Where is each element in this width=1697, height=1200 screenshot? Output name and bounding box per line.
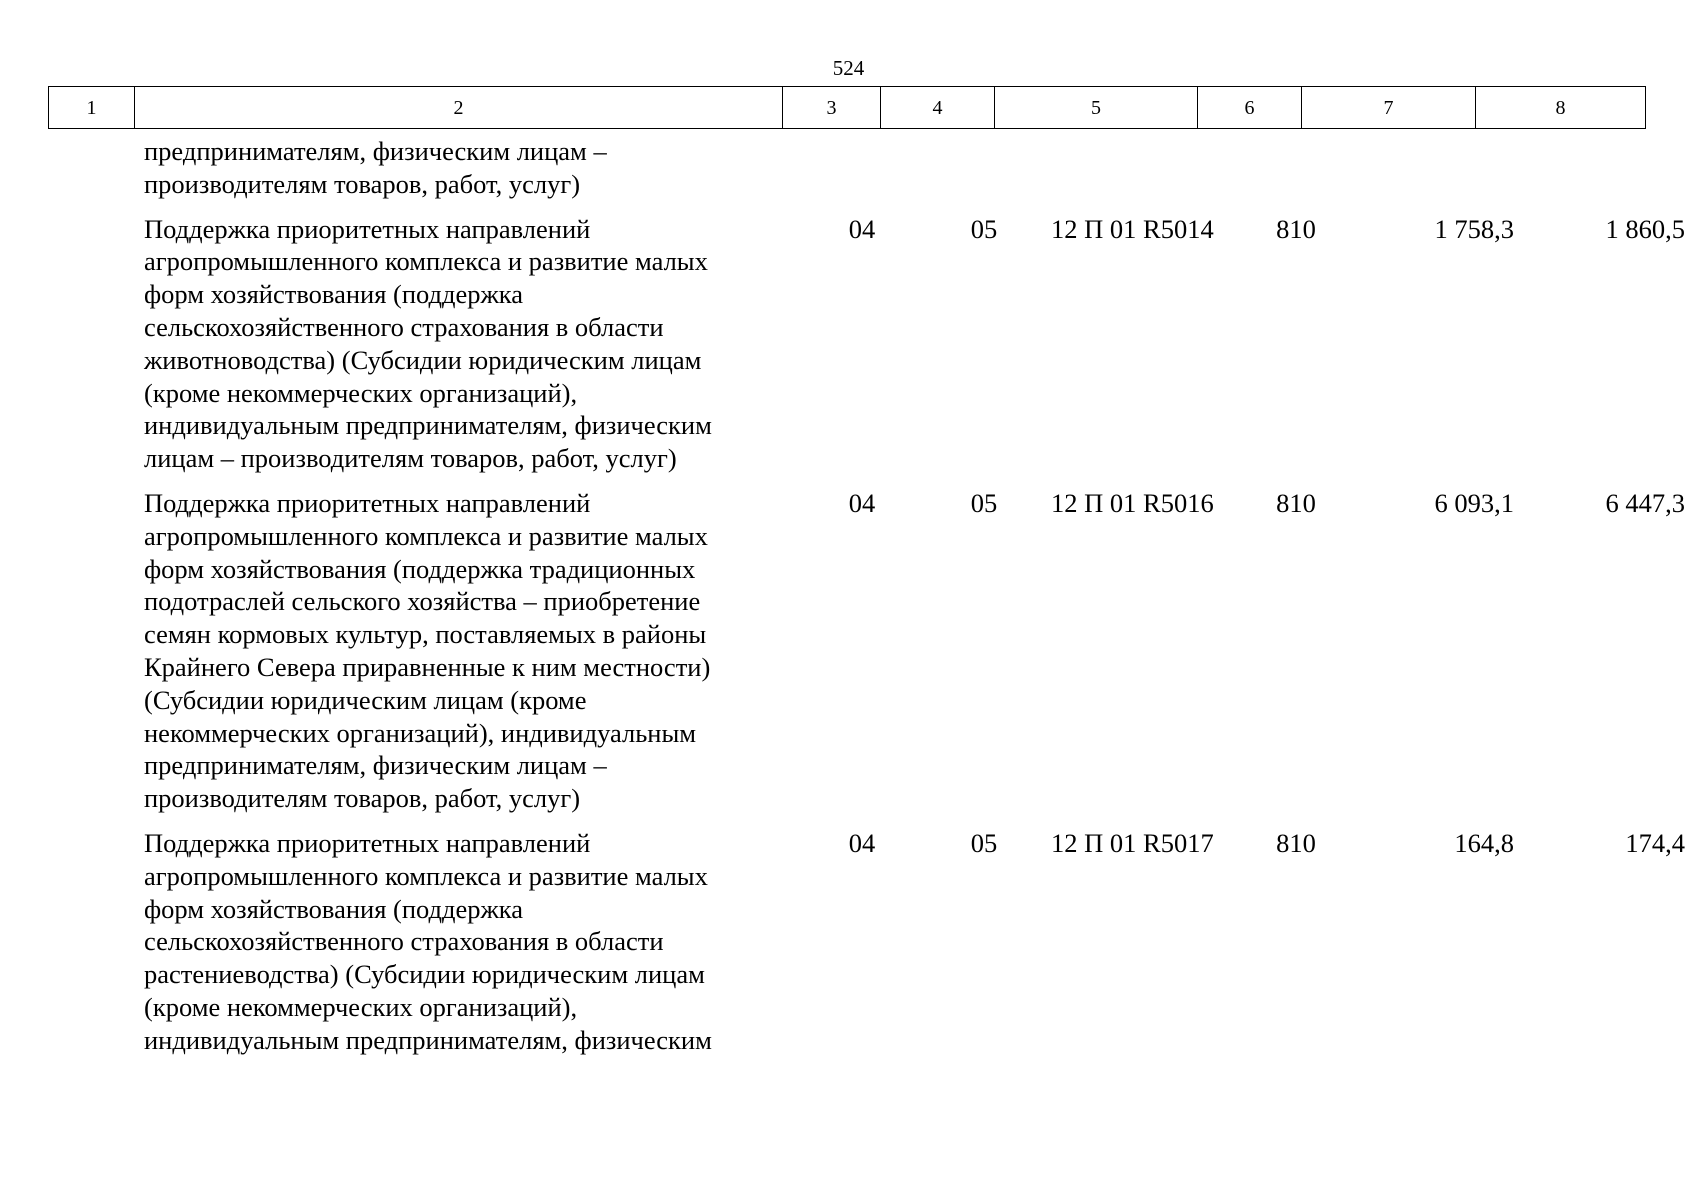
row-subsection-code: 05 — [970, 213, 998, 244]
row-section-code: 04 — [848, 827, 876, 858]
table-header-row — [48, 86, 1646, 129]
row-expense-type: 810 — [1276, 487, 1316, 518]
row-target-article: 12 П 01 R5016 — [1051, 487, 1214, 518]
column-number-7: 7 — [1302, 87, 1476, 129]
row-expense-type: 810 — [1276, 213, 1316, 244]
column-number-6: 6 — [1198, 87, 1302, 129]
row-amount-year1: 6 093,1 — [1434, 487, 1514, 518]
column-number-2: 2 — [135, 87, 783, 129]
table-row — [48, 213, 1685, 475]
page-number: 524 — [832, 56, 865, 80]
row-subsection-code: 05 — [970, 827, 998, 858]
column-number-1: 1 — [49, 87, 135, 129]
column-number-4: 4 — [881, 87, 995, 129]
row-section-code: 04 — [848, 213, 876, 244]
row-amount-year2: 1 860,5 — [1605, 213, 1685, 244]
row-amount-year1: 1 758,3 — [1434, 213, 1514, 244]
row-subsection-code: 05 — [970, 487, 998, 518]
row-target-article: 12 П 01 R5017 — [1051, 827, 1214, 858]
column-number-3: 3 — [783, 87, 881, 129]
row-description: Поддержка приоритетных направлений агропромышленного комплекса и развитие малых форм хозяйствования (поддержка сельскохозяйственного страхования в области животноводства) (Субсидии юридическим лицам (кроме некоммерческих организаций), индивидуальным предпринимателям, физическим лицам – производителям товаров, работ, услуг) — [144, 213, 712, 474]
row-description: Поддержка приоритетных направлений агропромышленного комплекса и развитие малых форм хозяйствования (поддержка традиционных подотраслей сельского хозяйства – приобретение семян кормовых культур, поставляемых в районы Крайнего Севера приравненные к ним местности) (Субсидии юридическим лицам (кроме некоммерческих организаций), индивидуальным предпринимателям, физическим лицам – производителям товаров, работ, услуг) — [144, 487, 711, 814]
table-row — [48, 487, 1685, 815]
row-section-code: 04 — [848, 487, 876, 518]
row-expense-type: 810 — [1276, 827, 1316, 858]
table-body — [48, 135, 1685, 1057]
column-number-8: 8 — [1476, 87, 1646, 129]
row-amount-year1: 164,8 — [1454, 827, 1514, 858]
table-row — [48, 135, 1645, 201]
column-number-5: 5 — [995, 87, 1198, 129]
row-description: Поддержка приоритетных направлений агропромышленного комплекса и развитие малых форм хозяйствования (поддержка сельскохозяйственного страхования в области растениеводства) (Субсидии юридическим лицам (кроме некоммерческих организаций), индивидуальным предпринимателям, физическим — [144, 827, 712, 1055]
table-row — [48, 827, 1685, 1057]
row-amount-year2: 174,4 — [1625, 827, 1685, 858]
row-target-article: 12 П 01 R5014 — [1051, 213, 1214, 244]
row-description: предпринимателям, физическим лицам – производителям товаров, работ, услуг) — [144, 136, 607, 199]
row-amount-year2: 6 447,3 — [1605, 487, 1685, 518]
